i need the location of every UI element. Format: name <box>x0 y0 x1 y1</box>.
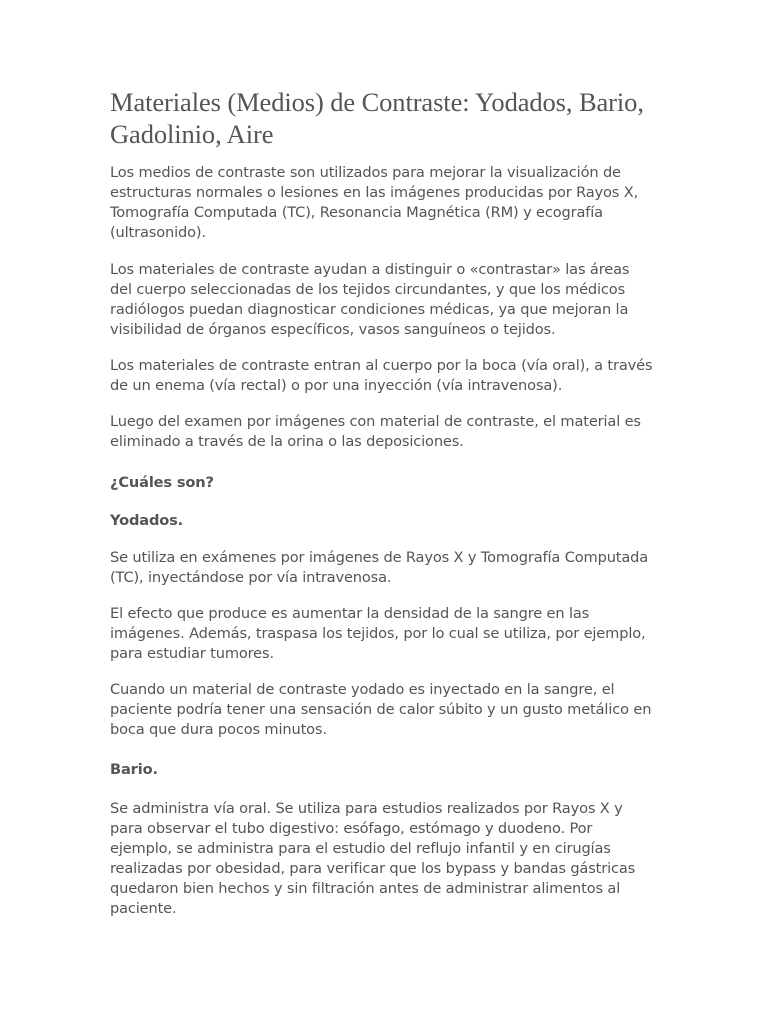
yodados-paragraph-3: Cuando un material de contraste yodado es inyectado en la sangre, el paciente podría tener una sensación de calor súbito y un gusto metálico en boca que dura pocos minutos. <box>110 681 652 738</box>
intro-paragraph-1: Los medios de contraste son utilizados para mejorar la visualización de estructuras normales o lesiones en las imágenes producidas por Rayos X, Tomografía Computada (TC), Resonancia Magnética (RM) y ecografía (ultrasonido). <box>110 164 639 241</box>
intro-paragraph-2: Los materiales de contraste ayudan a distinguir o «contrastar» las áreas del cuerpo seleccionadas de los tejidos circundantes, y que los médicos radiólogos puedan diagnosticar condiciones médicas, ya que mejoran la visibilidad de órganos específicos, vasos sanguíneos o tejidos. <box>110 261 630 338</box>
document-title: Materiales (Medios) de Contraste: Yodados, Bario, Gadolinio, Aire <box>110 87 644 149</box>
yodados-paragraph-1: Se utiliza en exámenes por imágenes de Rayos X y Tomografía Computada (TC), inyectándose por vía intravenosa. <box>110 549 649 586</box>
bario-paragraph-1: Se administra vía oral. Se utiliza para estudios realizados por Rayos X y para observar el tubo digestivo: esófago, estómago y duodeno. Por ejemplo, se administra para el estudio del reflujo infantil y en cirugías realizadas por obesidad, para verificar que los bypass y bandas gástricas quedaron bien hechos y sin filtración antes de administrar alimentos al paciente. <box>110 800 636 917</box>
yodados-paragraph-2: El efecto que produce es aumentar la densidad de la sangre en las imágenes. Además, traspasa los tejidos, por lo cual se utiliza, por ejemplo, para estudiar tumores. <box>110 605 646 662</box>
section-heading-yodados: Yodados. <box>110 512 184 529</box>
question-heading: ¿Cuáles son? <box>110 474 214 491</box>
intro-paragraph-3: Los materiales de contraste entran al cuerpo por la boca (vía oral), a través de un enema (vía rectal) o por una inyección (vía intravenosa). <box>110 357 653 394</box>
intro-paragraph-4: Luego del examen por imágenes con material de contraste, el material es eliminado a través de la orina o las deposiciones. <box>110 413 641 450</box>
document-page <box>110 86 655 935</box>
section-heading-bario: Bario. <box>110 761 158 778</box>
